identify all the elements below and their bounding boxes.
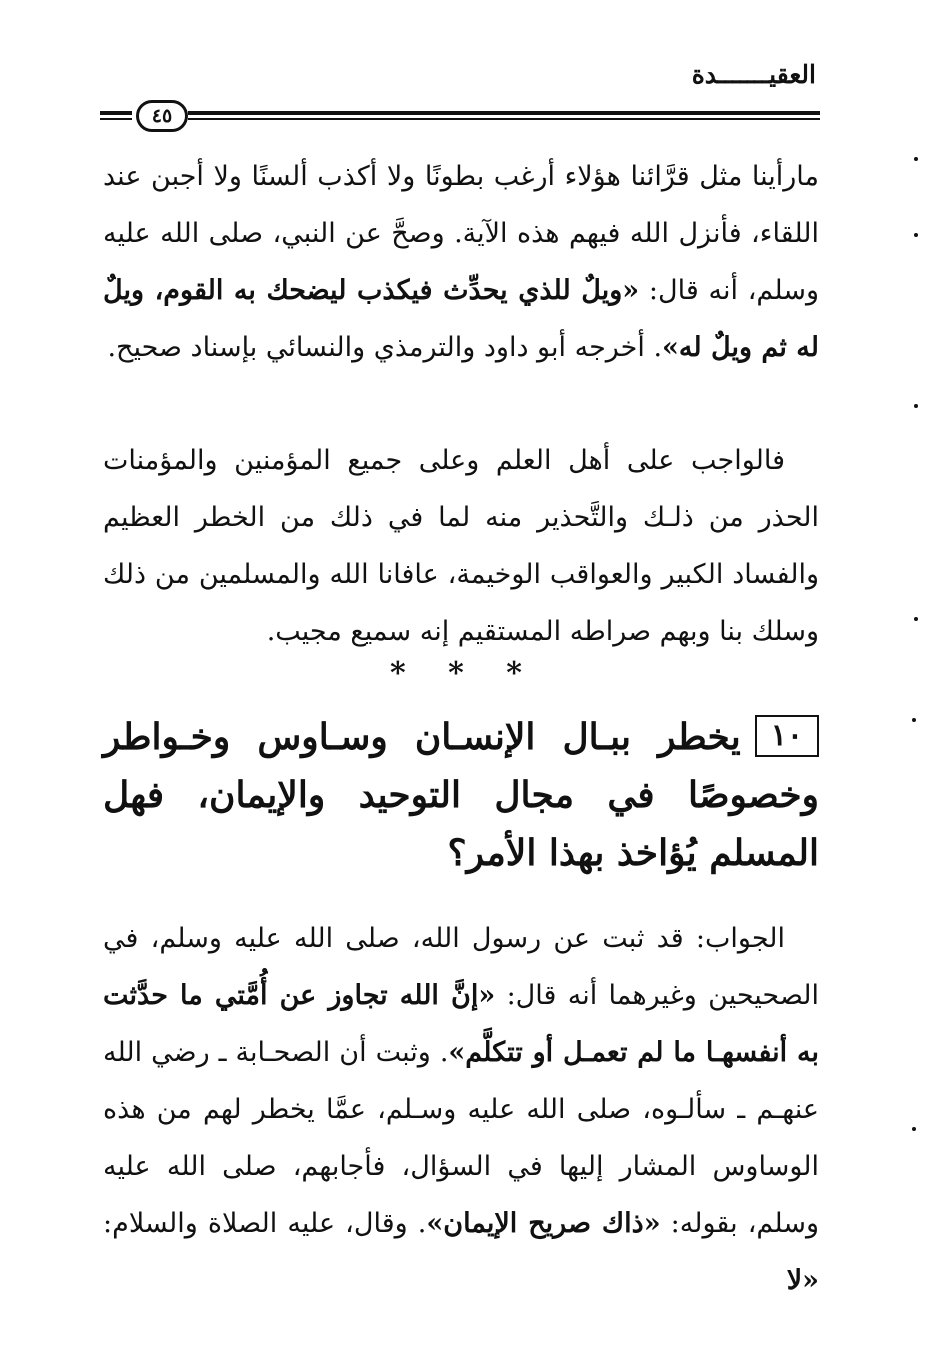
answer-text-a: الجواب: قد ثبت عن رسول الله، صلى الله عليه وسلم، في الصحيحين وغيرهما أنه قال: [103, 923, 819, 1011]
header-rule [100, 102, 820, 126]
paragraph-1-text-a: مارأينا مثل قرَّائنا هؤلاء أرغب بطونًا ولا أكذب ألسنًا ولا أجبن عند اللقاء، فأنزل الله فيهم هذه الآية. وصحَّ عن النبي، صلى الله عليه وسلم، أنه قال: [103, 161, 819, 306]
paragraph-1-text-b: . أخرجه أبو داود والترمذي والنسائي بإسناد صحيح. [107, 332, 663, 363]
margin-mark [912, 718, 916, 722]
margin-mark [914, 404, 918, 408]
question-text: يخطر ببـال الإنسـان وسـاوس وخـواطر وخصوصًا في مجال التوحيد والإيمان، فهل المسلم يُؤاخذ بهذا الأمر؟ [103, 716, 819, 874]
rule-thin-line [188, 118, 820, 120]
paragraph-2: فالواجب على أهل العلم وعلى جميع المؤمنين والمؤمنات الحذر من ذلـك والتَّحذير منه لما في ذلك من الخطر العظيم والفساد الكبير والعواقب الوخيمة، عافانا الله والمسلمين من ذلك وسلك بنا وبهم صراطه المستقيم إنه سميع مجيب. [103, 445, 819, 647]
answer-paragraph [103, 910, 819, 1309]
question-number-box: ١٠ [755, 715, 819, 757]
margin-mark [914, 617, 918, 621]
hadith-quote-1: «إنَّ الله تجاوز عن أُمَّتي ما حدَّثت به أنفسهـا ما لم تعمـل أو تتكلَّم» [103, 980, 819, 1068]
margin-mark [912, 1127, 916, 1131]
answer-text-b: . وثبت أن الصحـابة ـ رضي الله عنهـم ـ سألـوه، صلى الله عليه وسـلم، عمَّا يخطر لهم من هذه الوساوس المشار إليها في السؤال، فأجابهم، صلى الله عليه وسلم، بقوله: [103, 1037, 819, 1239]
section-separator: * * * [390, 656, 538, 691]
question-heading [103, 708, 819, 882]
answer-text-c: . وقال، عليه الصلاة والسلام: [103, 1208, 427, 1239]
paragraph-1 [103, 148, 819, 376]
hadith-quote-3-start: «لا [786, 1265, 819, 1296]
rule-segment-left [100, 111, 132, 115]
running-title: العقيـــــــدة [691, 60, 816, 89]
rule-segment-left-thin [100, 118, 132, 120]
margin-mark [914, 157, 918, 161]
hadith-quote: «ويلٌ للذي يحدِّث فيكذب ليضحك به القوم، ويلٌ له ثم ويلٌ له» [103, 275, 819, 363]
hadith-quote-2: «ذاك صريح الإيمان» [426, 1208, 661, 1239]
rule-thick-line [188, 111, 820, 115]
margin-mark [914, 233, 918, 237]
page-number: ٤٥ [136, 100, 188, 132]
